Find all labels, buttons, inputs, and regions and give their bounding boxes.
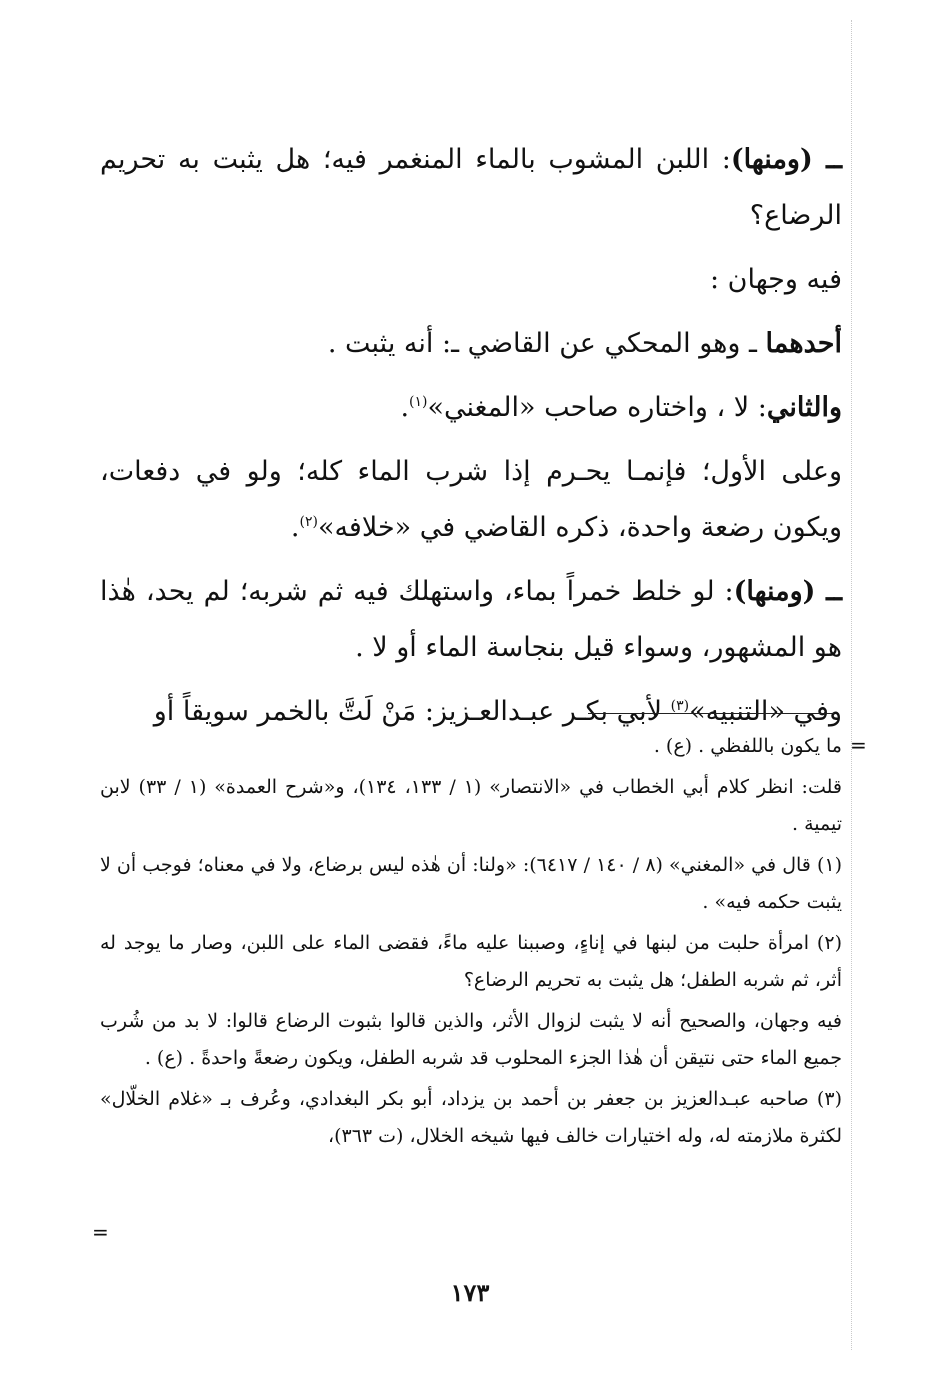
footnote-end-mark: = [92, 1220, 109, 1244]
paragraph-5: وعلى الأول؛ فإنمـا يحـرم إذا شرب الماء كله؛ ولو في دفعات، ويكون رضعة واحدة، ذكره القاضي في «خلافه»$^{(٢)}$. [100, 456, 842, 543]
paragraph-4: والثاني: لا ، واختاره صاحب «المغني»$^{(١)}$. [400, 392, 842, 423]
footnote-2: (٢) امرأة حلبت من لبنها في إناءٍ، وصببنا عليه ماءً، فقضى الماء على اللبن، وصار ما يوجد له أثر، ثم شربه الطفل؛ هل يثبت به تحريم الرضاع؟ [100, 932, 842, 991]
footnote-separator [588, 713, 834, 714]
paragraph-1: ــ (ومنها): اللبن المشوب بالماء المنغمر فيه؛ هل يثبت به تحريم الرضاع؟ [100, 144, 842, 231]
footnote-ref-3[interactable]: (٣) [670, 698, 690, 714]
footnote-ref-2[interactable]: (٢) [299, 514, 318, 530]
footnote-item: ما يكون باللفظي . (ع) . [653, 735, 842, 757]
page-number: ١٧٣ [450, 1278, 490, 1307]
footnote-continuation-mark: = [850, 733, 867, 757]
paragraph-2: فيه وجهان : [709, 264, 842, 295]
footnotes [100, 728, 842, 1159]
footnote-item: قلت: انظر كلام أبي الخطاب في «الانتصار» (١ / ١٣٣، ١٣٤)، و«شرح العمدة» (١ / ٣٣) لابن تيمية . [100, 776, 842, 835]
footnote-1: (١) قال في «المغني» (٨ / ١٤٠ / ٦٤١٧): «ولنا: أن هٰذه ليس برضاع، ولا في معناه؛ فوجب أن لا يثبت حكمه فيه» . [100, 854, 843, 913]
scan-edge-line [851, 20, 852, 1350]
footnote-ref-1[interactable]: (١) [409, 394, 428, 410]
paragraph-7: وفي «التنبيه»$^{(٣)}$ لأبي بكـر عبـدالعـزيز: مَنْ لَتَّ بالخمر سويقاً أو [153, 696, 842, 727]
main-text [100, 132, 842, 748]
footnote-2-continued: فيه وجهان، والصحيح أنه لا يثبت لزوال الأثر، والذين قالوا بثبوت الرضاع قالوا: لا بد من شُرب جميع الماء حتى نتيقن أن هٰذا الجزء المحلوب قد شربه الطفل، ويكون رضعةً واحدةً . (ع) . [100, 1010, 842, 1069]
footnote-3: (٣) صاحبه عبـدالعزيز بن جعفر بن أحمد بن يزداد، أبو بكر البغدادي، وعُرف بـ «غلام الخلّال» لكثرة ملازمته له، وله اختيارات خالف فيها شيخه الخلال، (ت ٣٦٣)، [100, 1088, 842, 1147]
paragraph-3: أحدهما ـ وهو المحكي عن القاضي ـ: أنه يثبت . [327, 328, 842, 359]
paragraph-6: ــ (ومنها): لو خلط خمراً بماء، واستهلك فيه ثم شربه؛ لم يحد، هٰذا هو المشهور، وسواء قيل بنجاسة الماء أو لا . [100, 576, 843, 663]
